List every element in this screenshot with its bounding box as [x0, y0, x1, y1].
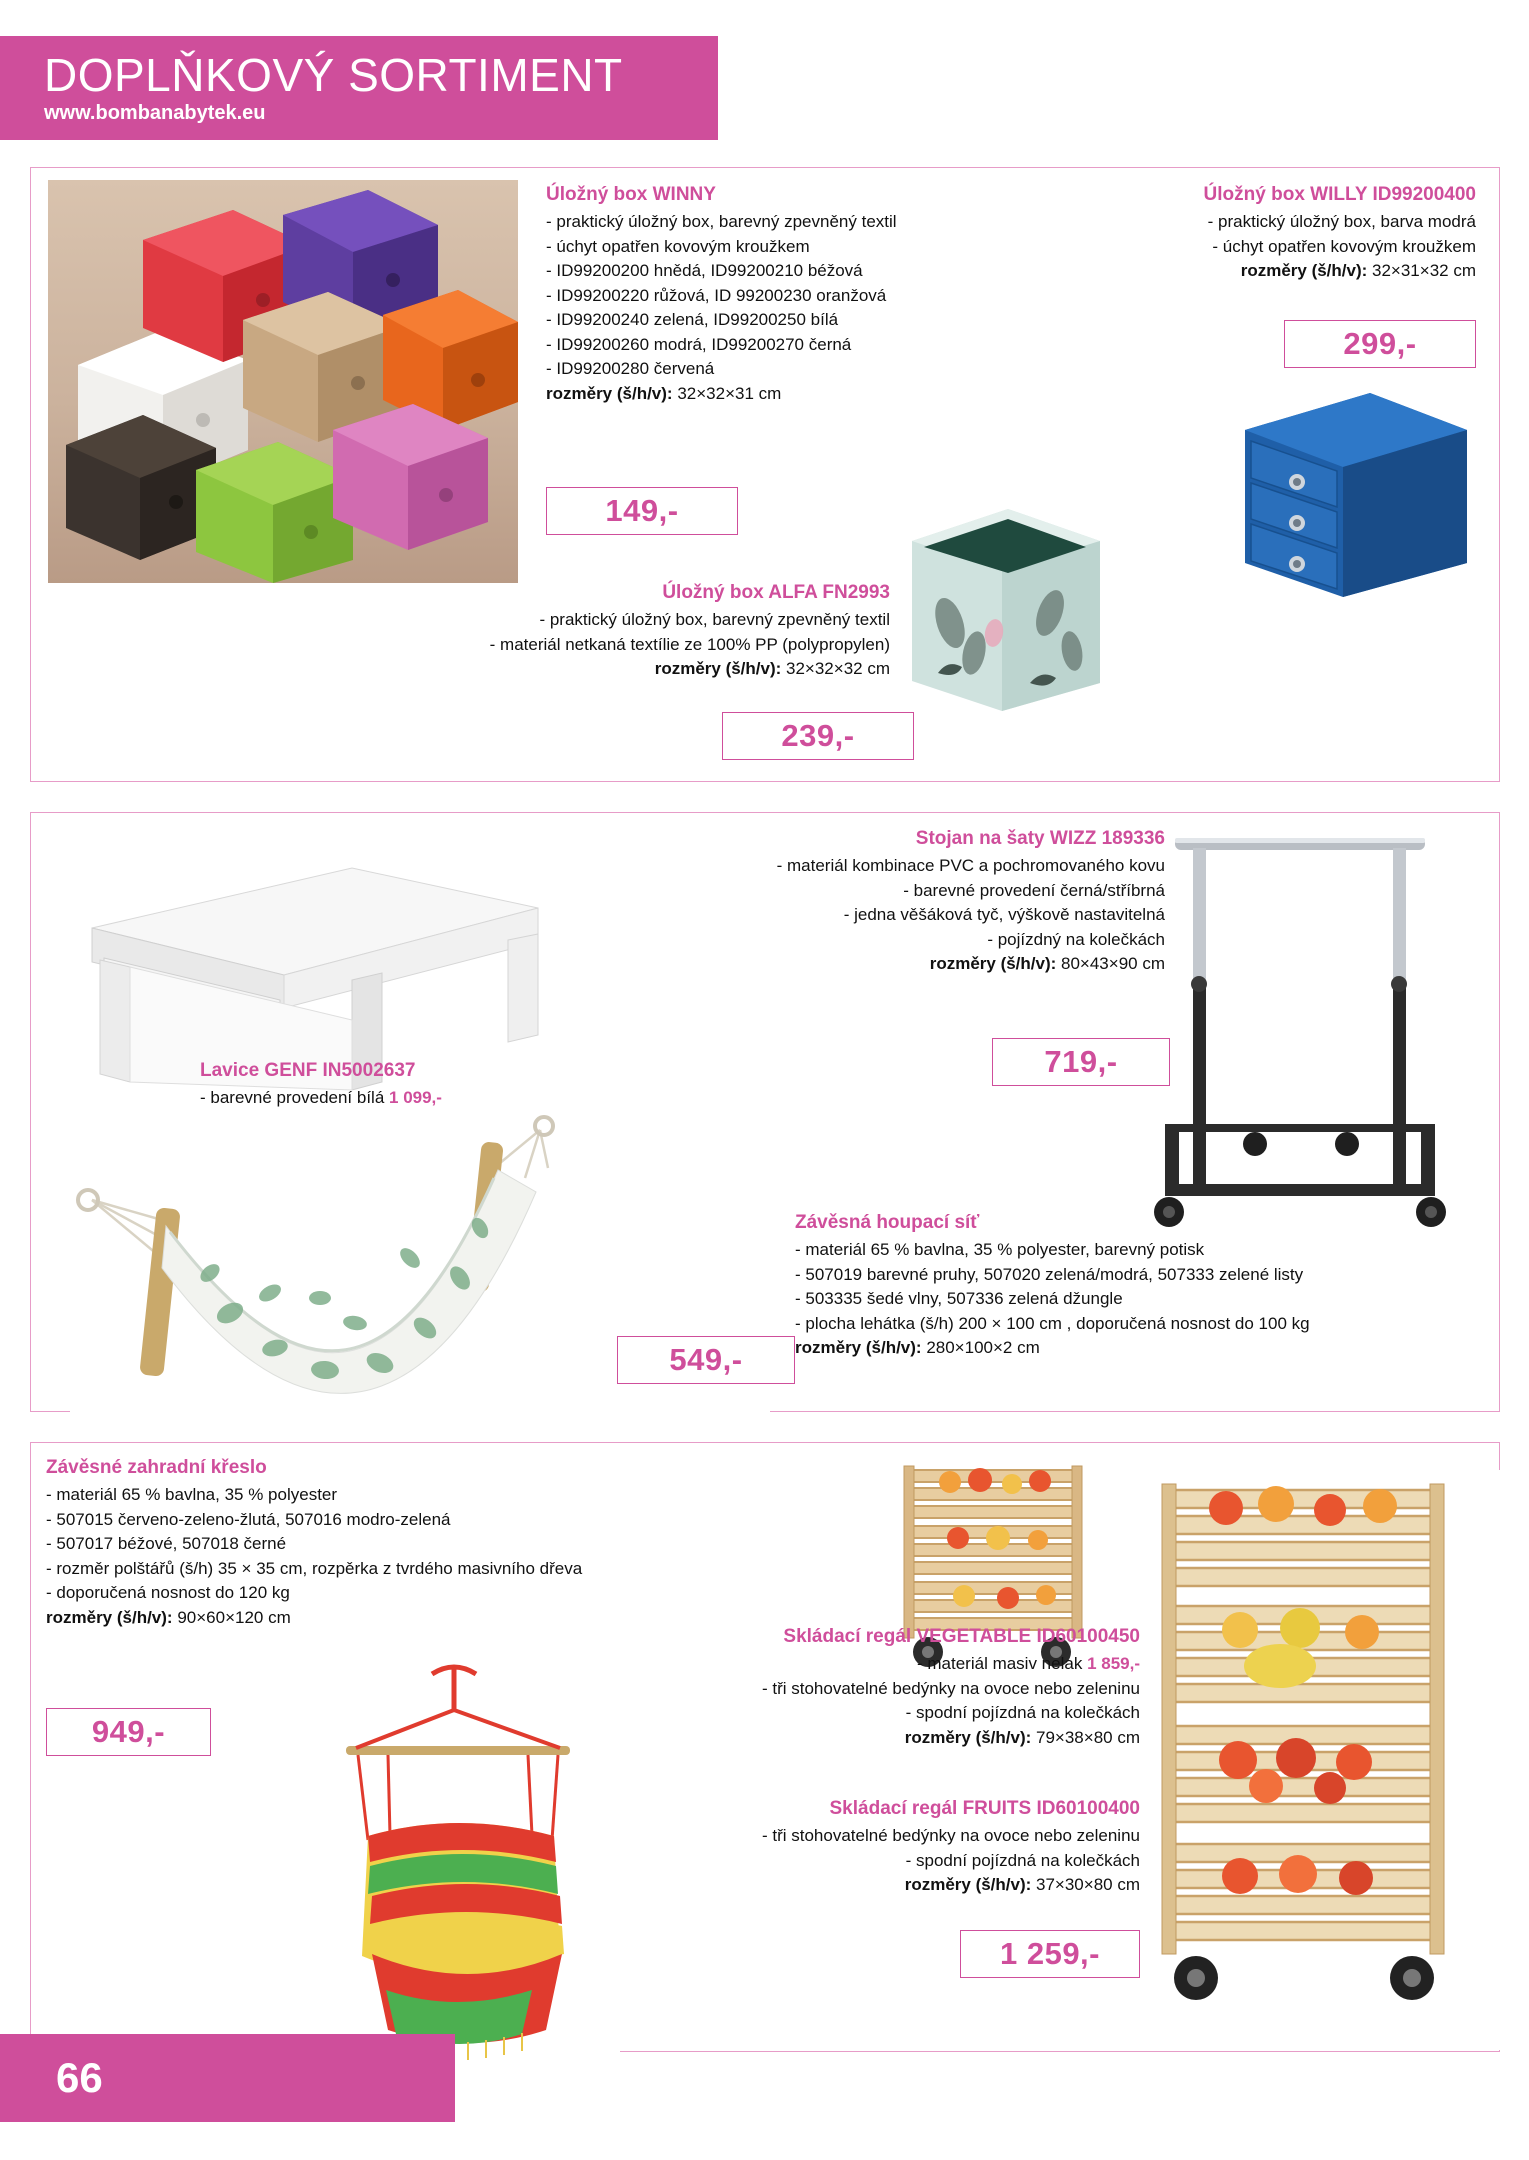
product-title: Lavice GENF IN5002637	[200, 1060, 416, 1081]
dimensions-label: rozměry (š/h/v):	[1240, 261, 1368, 281]
alfa-box-photo	[890, 483, 1120, 713]
dimensions-value: 280×100×2 cm	[921, 1338, 1040, 1358]
price-tag-winny: 149,-	[546, 487, 738, 535]
page-number: 66	[56, 2054, 103, 2101]
product-title: Úložný box WILLY ID99200400	[1203, 184, 1476, 205]
product-line: - ID99200200 hnědá, ID99200210 béžová	[546, 261, 863, 281]
product-line-text: - barevné provedení bílá	[200, 1088, 390, 1108]
product-line: - materiál 65 % bavlna, 35 % polyester, barevný potisk	[795, 1240, 1205, 1260]
product-line: - úchyt opatřen kovovým kroužkem	[1212, 236, 1476, 256]
product-line: - ID99200260 modrá, ID99200270 černá	[546, 334, 852, 354]
product-line: - ID99200280 červená	[546, 359, 715, 379]
dimensions-label: rozměry (š/h/v):	[654, 659, 782, 679]
product-alfa	[440, 580, 890, 682]
product-line: - materiál 65 % bavlna, 35 % polyester	[46, 1485, 338, 1505]
product-fruits	[640, 1796, 1140, 1898]
product-dimensions	[46, 1606, 726, 1630]
dimensions-value: 32×31×32 cm	[1367, 261, 1476, 281]
product-winny	[546, 182, 1016, 406]
product-line: - ID99200240 zelená, ID99200250 bílá	[546, 310, 839, 330]
product-dimensions	[1080, 259, 1476, 283]
product-line: - 507015 červeno-zeleno-žlutá, 507016 modro-zelená	[46, 1509, 451, 1529]
dimensions-label: rozměry (š/h/v):	[795, 1338, 922, 1358]
product-dimensions	[795, 1336, 1455, 1360]
dimensions-value: 79×38×80 cm	[1031, 1727, 1140, 1747]
wizz-clothes-rack-photo	[1135, 824, 1465, 1254]
product-line: - praktický úložný box, barva modrá	[1207, 212, 1476, 232]
product-title: Závěsná houpací síť	[795, 1212, 980, 1233]
price-tag-fruits: 1 259,-	[960, 1930, 1140, 1978]
product-dimensions	[440, 657, 890, 681]
hanging-chair-photo	[310, 1660, 620, 2060]
dimensions-value: 32×32×32 cm	[781, 659, 890, 679]
product-line: - doporučená nosnost do 120 kg	[46, 1583, 290, 1603]
product-line: - spodní pojízdná na kolečkách	[905, 1703, 1140, 1723]
product-title: Skládací regál VEGETABLE ID60100450	[783, 1626, 1140, 1647]
price-tag-wizz: 719,-	[992, 1038, 1170, 1086]
product-line: - úchyt opatřen kovovým kroužkem	[546, 236, 810, 256]
product-line: - spodní pojízdná na kolečkách	[905, 1850, 1140, 1870]
product-title: Skládací regál FRUITS ID60100400	[829, 1798, 1140, 1819]
dimensions-label: rozměry (š/h/v):	[904, 1875, 1032, 1895]
product-line: - ID99200220 růžová, ID 99200230 oranžová	[546, 285, 887, 305]
product-line: - materiál netkaná textílie ze 100% PP (polypropylen)	[489, 634, 890, 654]
inline-price: 1 859,-	[1087, 1654, 1140, 1674]
page-title: DOPLŇKOVÝ SORTIMENT	[44, 48, 623, 101]
willy-box-photo	[1205, 375, 1495, 600]
dimensions-label: rozměry (š/h/v):	[904, 1727, 1032, 1747]
product-line: - tři stohovatelné bedýnky na ovoce nebo zeleninu	[761, 1678, 1140, 1698]
product-line: - tři stohovatelné bedýnky na ovoce nebo zeleninu	[761, 1826, 1140, 1846]
inline-price: 1 099,-	[389, 1088, 442, 1108]
product-line: - 507019 barevné pruhy, 507020 zelená/modrá, 507333 zelené listy	[795, 1264, 1304, 1284]
price-tag-alfa: 239,-	[722, 712, 914, 760]
product-line: - barevné provedení černá/stříbrná	[903, 880, 1165, 900]
product-dimensions	[640, 1726, 1140, 1750]
product-line	[640, 1652, 1140, 1676]
dimensions-value: 37×30×80 cm	[1031, 1875, 1140, 1895]
dimensions-label: rozměry (š/h/v):	[546, 383, 673, 403]
price-tag-hammock: 549,-	[617, 1336, 795, 1384]
product-title: Úložný box WINNY	[546, 184, 716, 205]
product-line: - praktický úložný box, barevný zpevněný textil	[546, 212, 897, 232]
page-header	[0, 36, 718, 140]
dimensions-value: 80×43×90 cm	[1056, 954, 1165, 974]
product-dimensions	[700, 952, 1165, 976]
product-line: - 507017 béžové, 507018 černé	[46, 1534, 287, 1554]
dimensions-label: rozměry (š/h/v):	[46, 1607, 173, 1627]
price-tag-willy: 299,-	[1284, 320, 1476, 368]
dimensions-value: 32×32×31 cm	[672, 383, 782, 403]
winny-boxes-photo	[48, 180, 518, 583]
product-line: - rozměr polštářů (š/h) 35 × 35 cm, rozpěrka z tvrdého masivního dřeva	[46, 1558, 583, 1578]
product-line: - jedna věšáková tyč, výškově nastavitelná	[843, 905, 1165, 925]
price-tag-hanging-chair: 949,-	[46, 1708, 211, 1756]
product-willy	[1080, 182, 1476, 284]
product-title: Závěsné zahradní křeslo	[46, 1457, 267, 1478]
dimensions-value: 90×60×120 cm	[172, 1607, 291, 1627]
product-line: - 503335 šedé vlny, 507336 zelená džungle	[795, 1289, 1123, 1309]
product-dimensions	[546, 382, 1016, 406]
product-vegetable	[640, 1624, 1140, 1750]
product-dimensions	[640, 1873, 1140, 1897]
product-line: - pojízdný na kolečkách	[987, 929, 1165, 949]
fruits-crate-cart-photo	[1130, 1470, 1500, 2050]
product-hammock	[795, 1210, 1455, 1361]
website-url: www.bombanabytek.eu	[44, 101, 266, 124]
product-line: - praktický úložný box, barevný zpevněný textil	[539, 610, 890, 630]
product-hanging-chair	[46, 1455, 726, 1630]
product-title: Stojan na šaty WIZZ 189336	[915, 828, 1165, 849]
product-title: Úložný box ALFA FN2993	[662, 582, 890, 603]
product-line-text: - materiál masiv nelak	[917, 1654, 1088, 1674]
product-line: - materiál kombinace PVC a pochromovaného kovu	[776, 856, 1165, 876]
dimensions-label: rozměry (š/h/v):	[929, 954, 1057, 974]
product-wizz	[700, 826, 1165, 977]
product-line: - plocha lehátka (š/h) 200 × 100 cm , doporučená nosnost do 100 kg	[795, 1313, 1310, 1333]
